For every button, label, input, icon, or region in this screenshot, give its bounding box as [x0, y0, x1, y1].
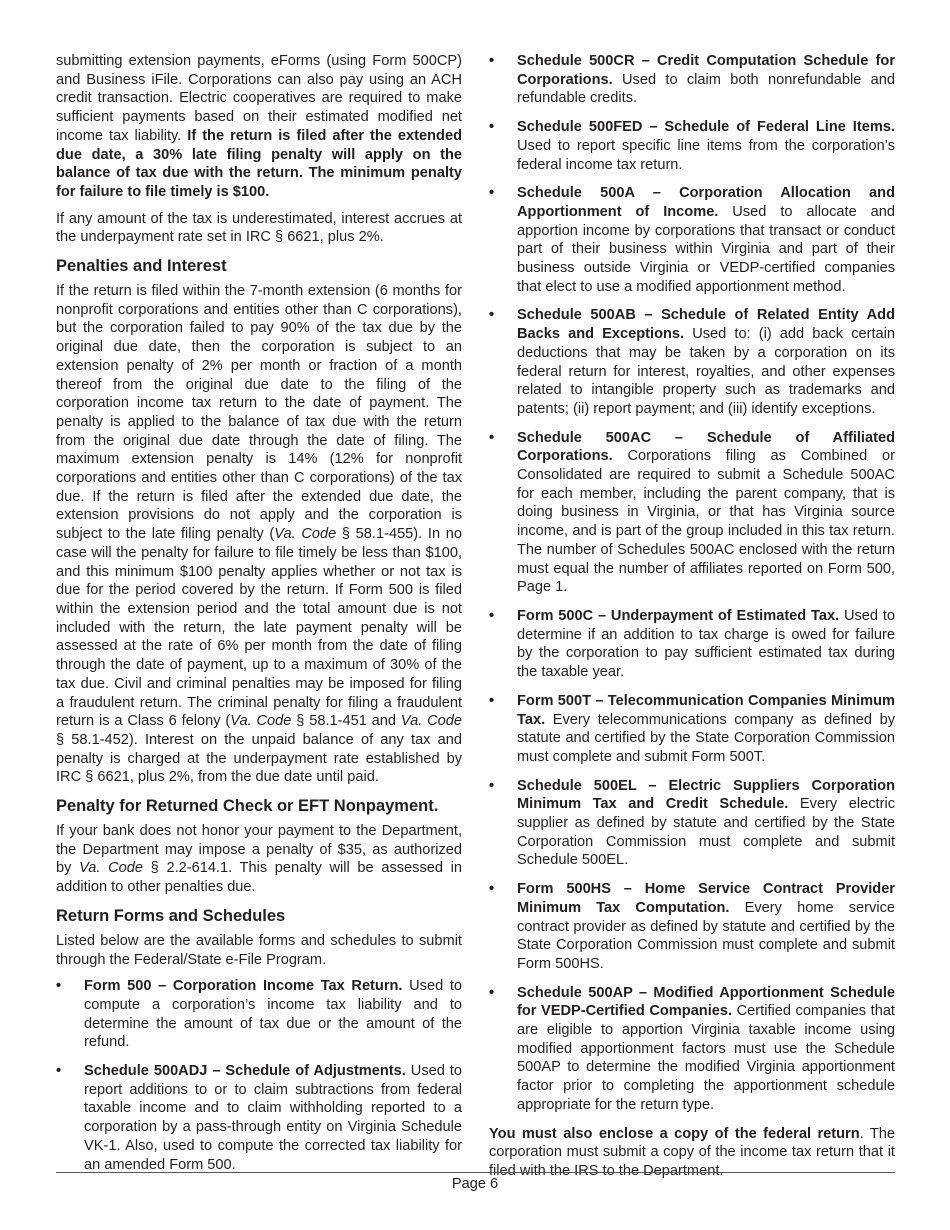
paragraph-forms-intro: Listed below are the available forms and schedules to submit through the Federal/State e-File Program.	[56, 932, 462, 968]
bullet-icon: •	[489, 881, 495, 898]
heading-penalties-interest: Penalties and Interest	[56, 257, 227, 276]
list-item: • Form 500 – Corporation Income Tax Return. Used to compute a corporation’s income tax liability and to determine the amount of tax due or the amount of the refund.	[56, 978, 462, 1051]
list-item: • Schedule 500ADJ – Schedule of Adjustments. Used to report additions to or to claim subtractions from federal taxable income and to claim withholding reported to a corporation by a pass-through entity on Virginia Schedule VK-1. Also, used to compute the corrected tax liability for an amended Form 500.	[56, 1063, 462, 1173]
list-item: • Form 500T – Telecommunication Companies Minimum Tax. Every telecommunications company as defined by statute and certified by the State Corporation Commission must complete and submit Form 500T.	[489, 692, 895, 765]
right-column	[489, 52, 895, 1189]
forms-list-right	[489, 52, 895, 1115]
forms-list-left	[56, 977, 462, 1174]
list-item: • Schedule 500AB – Schedule of Related Entity Add Backs and Exceptions. Used to: (i) add back certain deductions that may be taken by a corporation on its federal return for interest, royalties, and other expenses related to intangible property such as trademarks and patents; (ii) report payment; and (iii) identify exceptions.	[489, 307, 895, 417]
list-item: • Schedule 500FED – Schedule of Federal Line Items. Used to report specific line items from the corporation’s federal income tax return.	[489, 119, 895, 173]
bullet-icon: •	[489, 692, 495, 709]
list-item: • Form 500HS – Home Service Contract Provider Minimum Tax Computation. Every home service contract provider as defined by statute and certified by the State Corporation Commission must complete and submit Form 500HS.	[489, 881, 895, 972]
heading-returned-check: Penalty for Returned Check or EFT Nonpayment.	[56, 797, 439, 816]
list-item: • Schedule 500CR – Credit Computation Schedule for Corporations. Used to claim both nonrefundable and refundable credits.	[489, 53, 895, 107]
list-item: • Schedule 500AP – Modified Apportionment Schedule for VEDP-Certified Companies. Certified companies that are eligible to apportion Virginia taxable income using modified apportionment factors must use the Schedule 500AP to determine the modified Virginia apportionment factor prior to completing the apportionment schedule appropriate for the return type.	[489, 984, 895, 1113]
bullet-icon: •	[56, 978, 62, 995]
bullet-icon: •	[489, 607, 495, 624]
bullet-icon: •	[489, 53, 495, 69]
bullet-icon: •	[489, 185, 495, 202]
paragraph-returned-check: If your bank does not honor your payment to the Department, the Department may impose a penalty of $35, as authorized by Va. Code § 2.2-614.1. This penalty will be assessed in addition to other penalties due.	[56, 823, 463, 896]
footer-divider	[56, 1172, 895, 1173]
list-item: • Schedule 500AC – Schedule of Affiliated Corporations. Corporations filing as Combined or Consolidated are required to submit a Schedule 500AC for each member, including the parent company, that is doing business in Virginia, or that has Virginia source income, and is part of the group included in this tax return. The number of Schedules 500AC enclosed with the return must equal the number of affiliates reported on Form 500, Page 1.	[489, 429, 895, 596]
paragraph-underestimated: If any amount of the tax is underestimated, interest accrues at the underpayment rate set in IRC § 6621, plus 2%.	[56, 210, 462, 246]
list-item: • Schedule 500EL – Electric Suppliers Corporation Minimum Tax and Credit Schedule. Every electric supplier as defined by statute and certified by the State Corporation Commission must complete and submit Schedule 500EL.	[489, 777, 896, 869]
left-column	[56, 52, 462, 1184]
paragraph-extension-payments: submitting extension payments, eForms (using Form 500CP) and Business iFile. Corporations can also pay using an ACH credit transaction. Electric cooperatives are required to make sufficient payments based on their estimated modified net income tax liability. If the return is filed after the extended due date, a 30% late filing penalty will apply on the balance of tax due with the return. The minimum penalty for failure to file timely is $100.	[56, 53, 462, 200]
paragraph-penalties: If the return is filed within the 7-month extension (6 months for nonprofit corporations and entities other than C corporations), but the corporation failed to pay 90% of the tax due by the original due date, then the corporation is subject to an extension penalty of 2% per month or fraction of a month thereof from the original due date to the filing of the corporation income tax return to the date of payment. The penalty is applied to the balance of tax due with the return from the original due date through the date of filing. The maximum extension penalty is 14% (12% for nonprofit corporations and entities other than C corporations) of the tax due. If the return is filed after the extended due date, the extension provisions do not apply and the corporation is subject to the late filing penalty (Va. Code § 58.1-455). In no case will the penalty for failure to file timely be less than $100, and this minimum $100 penalty applies whether or not tax is due for the period covered by the return. If Form 500 is filed within the extension period and the total amount due is not included with the return, the late payment penalty will be assessed at the rate of 6% per month from the date of filing through the date of payment, up to a maximum of 30% of the tax due. Civil and criminal penalties may be imposed for filing a fraudulent return. The criminal penalty for filing a fraudulent return is a Class 6 felony (Va. Code § 58.1-451 and Va. Code § 58.1-452). Interest on the unpaid balance of any tax and penalty is charged at the underpayment rate established by IRC § 6621, plus 2%, from the due date until paid.	[56, 283, 462, 786]
page-number: Page 6	[451, 1176, 499, 1192]
list-item: • Form 500C – Underpayment of Estimated Tax. Used to determine if an addition to tax charge is owed for failure by the corporation to pay sufficient estimated tax during the taxable year.	[489, 607, 895, 681]
bullet-icon: •	[489, 307, 495, 324]
bullet-icon: •	[489, 429, 495, 446]
heading-return-forms: Return Forms and Schedules	[56, 906, 286, 925]
bullet-icon: •	[489, 119, 495, 136]
bullet-icon: •	[56, 1063, 62, 1080]
list-item: • Schedule 500A – Corporation Allocation and Apportionment of Income. Used to allocate and apportion income by corporations that transact or conduct part of their business within Virginia and part of their business outside Virginia or VEDP-certified companies that elect to use a modified apportionment method.	[489, 185, 896, 295]
bullet-icon: •	[489, 777, 495, 794]
bullet-icon: •	[489, 984, 495, 1001]
paragraph-federal-return: You must also enclose a copy of the federal return. The corporation must submit a copy of the income tax return that it filed with the IRS to the Department.	[489, 1125, 895, 1179]
